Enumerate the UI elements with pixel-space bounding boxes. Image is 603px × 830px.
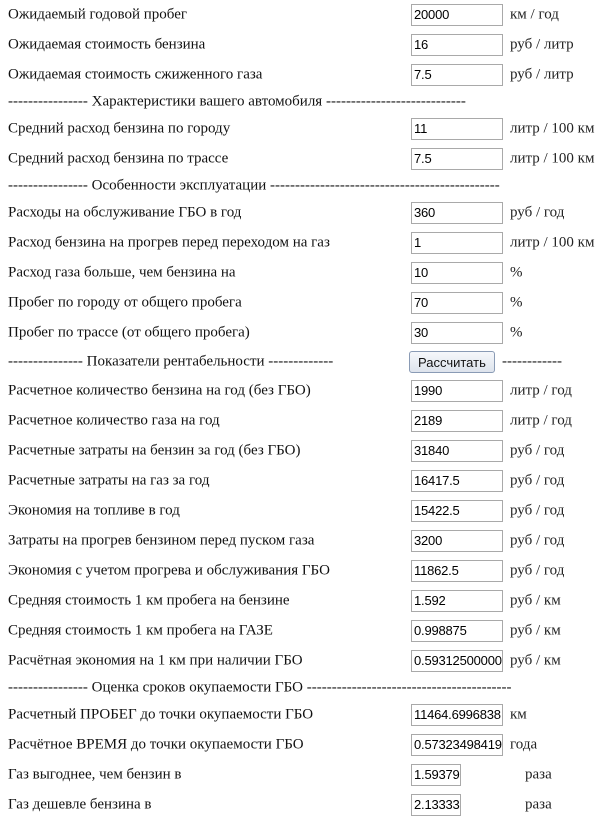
form-row	[0, 30, 603, 60]
unit-label: %	[510, 294, 523, 311]
form-row	[0, 586, 603, 616]
unit-label: км	[510, 706, 527, 723]
form-row	[0, 526, 603, 556]
value-input[interactable]: 11862.5	[411, 560, 503, 582]
unit-label: %	[510, 324, 523, 341]
value-input[interactable]: 0.59312500000	[411, 650, 503, 672]
form-row	[0, 496, 603, 526]
field-label: Расходы на обслуживание ГБО в год	[8, 204, 242, 221]
unit-label: руб / литр	[510, 66, 574, 83]
unit-label: литр / 100 км	[510, 234, 595, 251]
value-input[interactable]: 1	[411, 232, 503, 254]
field-label: Средняя стоимость 1 км пробега на бензине	[8, 592, 290, 609]
value-input[interactable]: 11464.6996838	[411, 704, 503, 726]
calculate-button[interactable]: Рассчитать	[409, 351, 495, 373]
field-label: Расчетное количество газа на год	[8, 412, 220, 429]
form-row	[0, 228, 603, 258]
unit-label: руб / год	[510, 502, 565, 519]
unit-label: %	[510, 264, 523, 281]
form-row	[0, 646, 603, 676]
field-label: Экономия на топливе в год	[8, 502, 180, 519]
field-label: Ожидаемый годовой пробег	[8, 6, 188, 23]
unit-label: руб / год	[510, 562, 565, 579]
field-label: Расчётное ВРЕМЯ до точки окупаемости ГБО	[8, 736, 304, 753]
unit-label: руб / км	[510, 652, 561, 669]
field-label: Ожидаемая стоимость бензина	[8, 36, 206, 53]
form-row	[0, 114, 603, 144]
field-label: Экономия с учетом прогрева и обслуживания ГБО	[8, 562, 330, 579]
value-input[interactable]: 10	[411, 262, 503, 284]
value-input[interactable]: 2.13333	[411, 794, 461, 816]
value-input[interactable]: 0.998875	[411, 620, 503, 642]
value-input[interactable]: 7.5	[411, 148, 503, 170]
field-label: Ожидаемая стоимость сжиженного газа	[8, 66, 263, 83]
form-row	[0, 376, 603, 406]
divider-dashes: ------------	[502, 353, 562, 370]
section-header	[0, 348, 603, 376]
value-input[interactable]: 31840	[411, 440, 503, 462]
unit-label: руб / км	[510, 592, 561, 609]
value-input[interactable]: 70	[411, 292, 503, 314]
value-input[interactable]: 2189	[411, 410, 503, 432]
unit-label: литр / год	[510, 412, 572, 429]
field-label: Средний расход бензина по городу	[8, 120, 231, 137]
form-row	[0, 288, 603, 318]
field-label: Пробег по трассе (от общего пробега)	[8, 324, 250, 341]
field-label: Расчетные затраты на газ за год	[8, 472, 210, 489]
unit-label: руб / литр	[510, 36, 574, 53]
form-row	[0, 0, 603, 30]
value-input[interactable]: 1.592	[411, 590, 503, 612]
field-label: Средний расход бензина по трассе	[8, 150, 229, 167]
form-row	[0, 436, 603, 466]
form-row	[0, 730, 603, 760]
form-row	[0, 790, 603, 820]
value-input[interactable]: 15422.5	[411, 500, 503, 522]
field-label: Расчетные затраты на бензин за год (без ГБО)	[8, 442, 301, 459]
unit-label: руб / год	[510, 442, 565, 459]
section-title: ---------------- Особенности эксплуатации ----------------------------------------------	[8, 177, 500, 194]
value-input[interactable]: 1990	[411, 380, 503, 402]
form-row	[0, 318, 603, 348]
section-title: --------------- Показатели рентабельности -------------	[8, 353, 334, 370]
unit-label: раза	[525, 766, 552, 783]
value-input[interactable]: 1.59379	[411, 764, 461, 786]
value-input[interactable]: 30	[411, 322, 503, 344]
unit-label: км / год	[510, 6, 559, 23]
form-row	[0, 760, 603, 790]
value-input[interactable]: 0.57323498419	[411, 734, 503, 756]
field-label: Расчетное количество бензина на год (без ГБО)	[8, 382, 311, 399]
section-title: ---------------- Характеристики вашего автомобиля ----------------------------	[8, 93, 466, 110]
unit-label: литр / 100 км	[510, 120, 595, 137]
field-label: Расчетный ПРОБЕГ до точки окупаемости ГБО	[8, 706, 314, 723]
section-title: ---------------- Оценка сроков окупаемости ГБО -----------------------------------------	[8, 679, 512, 696]
field-label: Расчётная экономия на 1 км при наличии ГБО	[8, 652, 303, 669]
form-row	[0, 700, 603, 730]
field-label: Пробег по городу от общего пробега	[8, 294, 242, 311]
value-input[interactable]: 16417.5	[411, 470, 503, 492]
section-header	[0, 174, 603, 198]
form-row	[0, 258, 603, 288]
value-input[interactable]: 16	[411, 34, 503, 56]
value-input[interactable]: 360	[411, 202, 503, 224]
form-row	[0, 556, 603, 586]
form-row	[0, 144, 603, 174]
unit-label: руб / км	[510, 622, 561, 639]
section-header	[0, 676, 603, 700]
unit-label: литр / год	[510, 382, 572, 399]
unit-label: руб / год	[510, 532, 565, 549]
field-label: Расход газа больше, чем бензина на	[8, 264, 236, 281]
field-label: Газ выгоднее, чем бензин в	[8, 766, 182, 783]
unit-label: раза	[525, 796, 552, 813]
field-label: Газ дешевле бензина в	[8, 796, 152, 813]
form-row	[0, 616, 603, 646]
value-input[interactable]: 11	[411, 118, 503, 140]
unit-label: года	[510, 736, 538, 753]
section-header	[0, 90, 603, 114]
value-input[interactable]: 7.5	[411, 64, 503, 86]
form-row	[0, 60, 603, 90]
unit-label: руб / год	[510, 472, 565, 489]
form-row	[0, 198, 603, 228]
form-row	[0, 406, 603, 436]
field-label: Затраты на прогрев бензином перед пуском газа	[8, 532, 315, 549]
value-input[interactable]: 20000	[411, 4, 503, 26]
unit-label: руб / год	[510, 204, 565, 221]
unit-label: литр / 100 км	[510, 150, 595, 167]
field-label: Расход бензина на прогрев перед переходом на газ	[8, 234, 330, 251]
field-label: Средняя стоимость 1 км пробега на ГАЗЕ	[8, 622, 273, 639]
form-row	[0, 466, 603, 496]
value-input[interactable]: 3200	[411, 530, 503, 552]
